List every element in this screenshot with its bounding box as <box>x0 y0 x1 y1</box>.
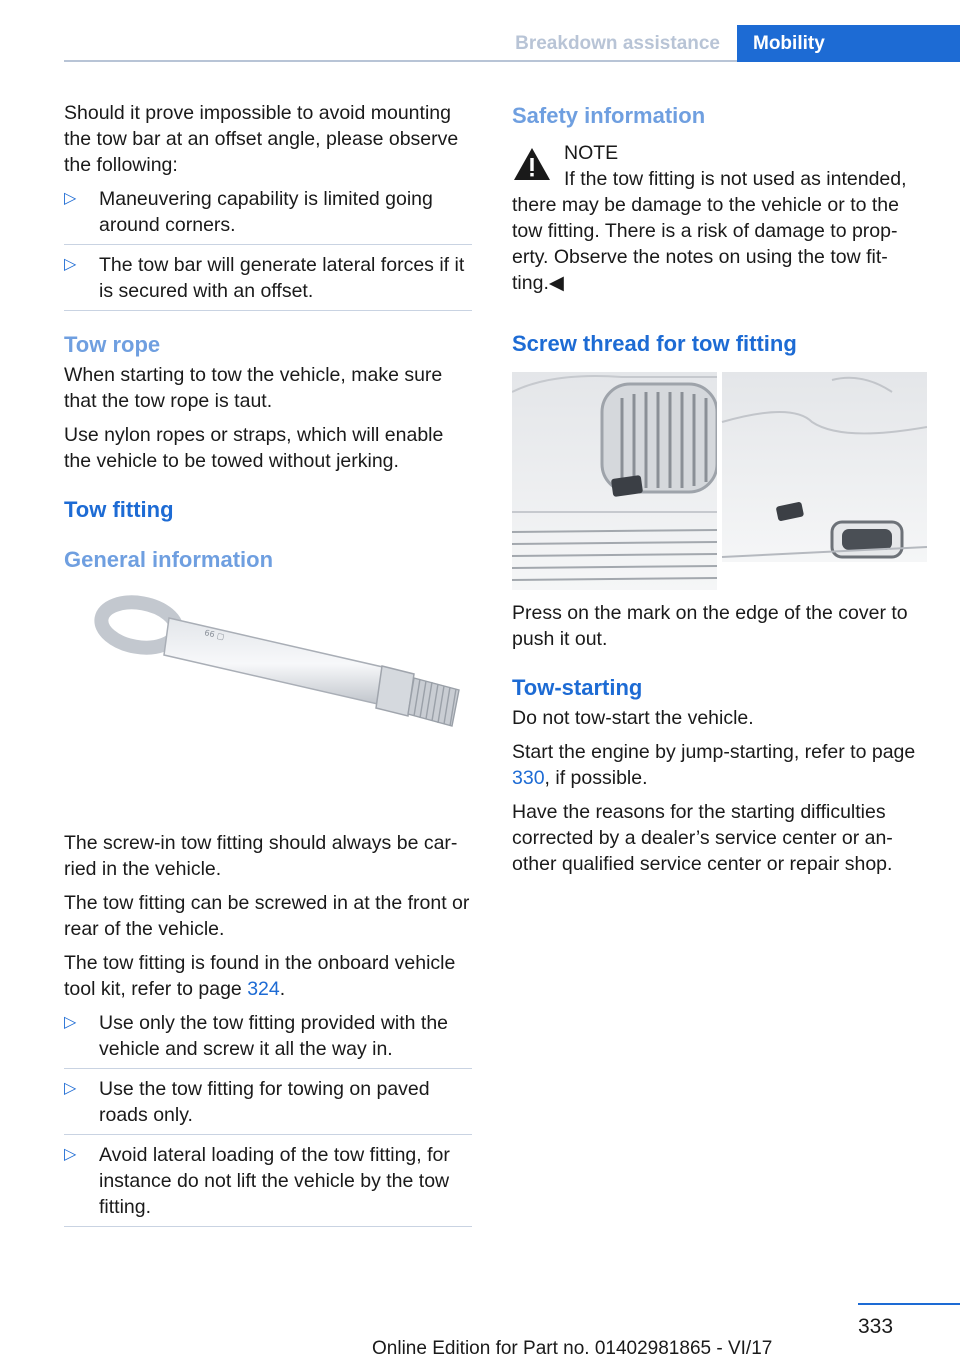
header-section-title: Breakdown assistance <box>515 33 720 54</box>
header-chapter-tab: Mobility <box>737 25 960 62</box>
triangle-bullet-icon: ▷ <box>64 1146 77 1163</box>
screw-thread-heading: Screw thread for tow fitting <box>512 331 797 356</box>
tow-fitting-illustration <box>64 580 472 830</box>
intro-paragraph: Should it prove impossible to avoid mounting the tow bar at an offset angle, please observe the following: <box>64 102 459 176</box>
tow-rope-heading: Tow rope <box>64 332 161 357</box>
triangle-bullet-icon: ▷ <box>64 1014 77 1031</box>
right-column <box>512 100 917 885</box>
triangle-bullet-icon: ▷ <box>64 190 77 207</box>
list-item: ▷ Avoid lateral loading of the tow fitting, for instance do not lift the vehicle by the tow fitting. <box>64 1142 472 1227</box>
tow-starting-paragraph-2: Start the engine by jump-starting, refer to page 330, if possible. <box>512 741 916 789</box>
note-block <box>512 140 917 296</box>
note-text: If the tow fitting is not used as intended, there may be damage to the vehicle or to the tow fitting. There is a risk of damage to prop-erty. Observe the notes on using the tow fit-ting.◀ <box>512 168 907 294</box>
footer-rule <box>858 1303 960 1305</box>
general-information-heading: General information <box>64 547 274 572</box>
list-item: ▷ The tow bar will generate lateral forces if it is secured with an offset. <box>64 252 472 311</box>
edition-text: Online Edition for Part no. 01402981865 - VI/17 <box>372 1338 773 1359</box>
note-title: NOTE <box>564 142 619 164</box>
tow-fitting-paragraph-3: The tow fitting is found in the onboard vehicle tool kit, refer to page 324. <box>64 952 456 1000</box>
list-item: ▷ Use the tow fitting for towing on paved roads only. <box>64 1076 472 1135</box>
page-link-324[interactable]: 324 <box>247 978 280 1000</box>
triangle-bullet-icon: ▷ <box>64 1080 77 1097</box>
press-mark-paragraph: Press on the mark on the edge of the cover to push it out. <box>512 602 908 650</box>
left-column <box>64 100 472 1234</box>
tow-starting-paragraph-3: Have the reasons for the starting difficulties corrected by a dealer’s service center or an-other qualified service center or repair shop. <box>512 801 893 875</box>
tow-rope-paragraph-1: When starting to tow the vehicle, make sure that the tow rope is taut. <box>64 364 443 412</box>
tow-fitting-paragraph-1: The screw-in tow fitting should always be car-ried in the vehicle. <box>64 832 458 880</box>
page-link-330[interactable]: 330 <box>512 767 545 789</box>
warning-icon <box>512 146 552 182</box>
screw-thread-illustration <box>512 372 917 590</box>
tow-rope-paragraph-2: Use nylon ropes or straps, which will enable the vehicle to be towed without jerking. <box>64 424 444 472</box>
list-item: ▷ Use only the tow fitting provided with the vehicle and screw it all the way in. <box>64 1010 472 1069</box>
tow-fitting-paragraph-2: The tow fitting can be screwed in at the front or rear of the vehicle. <box>64 892 470 940</box>
tow-starting-heading: Tow-starting <box>512 675 643 700</box>
list-item: ▷ Maneuvering capability is limited going around corners. <box>64 186 472 245</box>
tow-fitting-list <box>64 1010 472 1227</box>
svg-text:66 ▢: 66 ▢ <box>203 628 226 642</box>
safety-information-heading: Safety information <box>512 103 706 128</box>
triangle-bullet-icon: ▷ <box>64 256 77 273</box>
offset-list <box>64 186 472 311</box>
page-number: 333 <box>858 1315 894 1338</box>
tow-fitting-heading: Tow fitting <box>64 497 174 522</box>
tow-starting-paragraph-1: Do not tow-start the vehicle. <box>512 707 754 729</box>
